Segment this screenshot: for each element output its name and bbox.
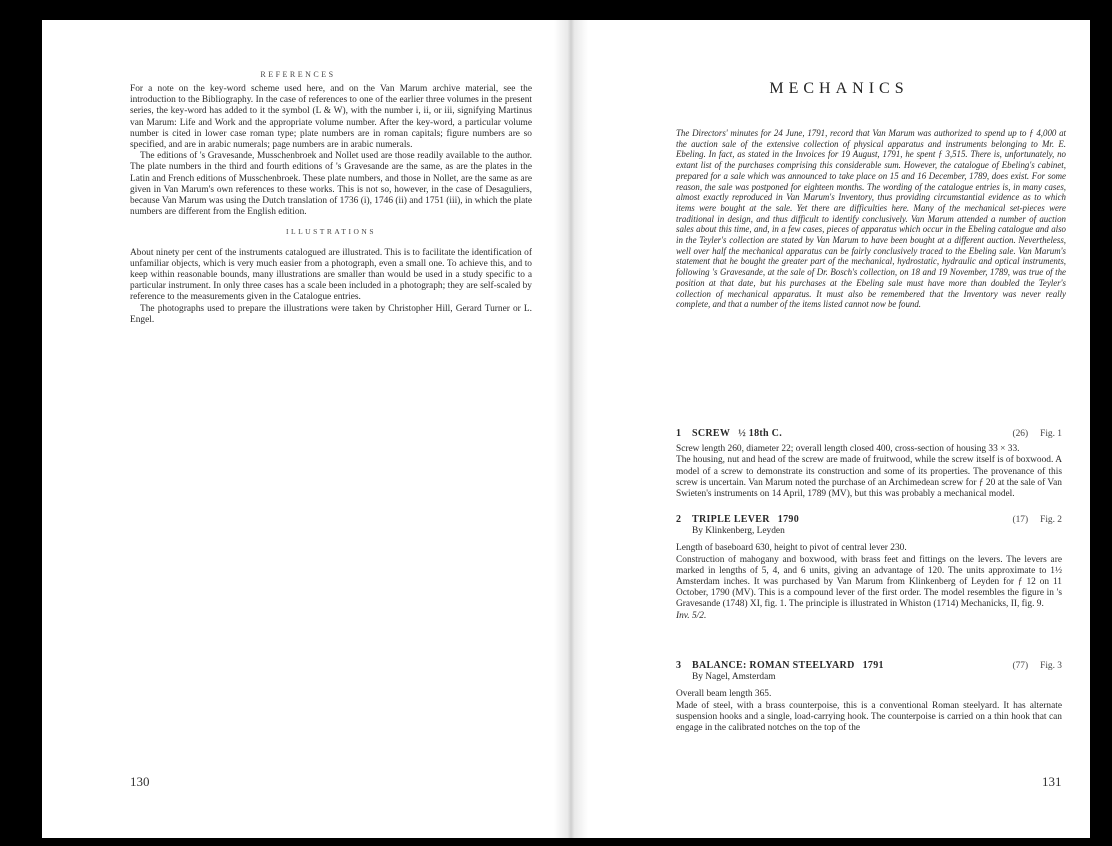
right-page [588, 20, 1090, 838]
entry-heading [676, 660, 1062, 672]
entry-reference [1012, 429, 1062, 440]
inventory-number: (77) [1012, 661, 1029, 671]
entry-heading [676, 514, 1062, 526]
page-number: 131 [1042, 774, 1062, 789]
running-head: REFERENCES [260, 70, 336, 79]
entry-date: ½ 18th C. [738, 428, 783, 439]
entry-body [676, 444, 1062, 500]
figure-ref: Fig. 1 [1040, 429, 1062, 439]
illustrations-paragraph-2: The photographs used to prepare the illustrations were taken by Christopher Hill, Gerard Turner or L. Engel. [130, 303, 532, 325]
entry-name: SCREW [692, 428, 731, 439]
entry-date: 1790 [777, 514, 799, 525]
entry-maker: By Nagel, Amsterdam [692, 672, 776, 683]
entry-reference [1012, 661, 1062, 672]
entry-inventory: Inv. 5/2. [676, 610, 707, 621]
left-page [42, 20, 554, 838]
page-title: MECHANICS [769, 80, 909, 97]
entry-reference [1012, 515, 1062, 526]
entry-number: 3 [676, 660, 682, 671]
entry-number: 2 [676, 514, 682, 525]
entry-description: Made of steel, with a brass counterpoise, this is a conventional Roman steelyard. It has alternate suspension hooks and a single, load-carrying hook. The counterpoise is carried on a thin hook that can engage in the calibrated notches on the top of the [676, 700, 1062, 734]
references-paragraph-1: For a note on the key-word scheme used here, and on the Van Marum archive material, see the introduction to the Bibliography. In the case of references to one of the earlier three volumes in the present series, the key-word has added to it the symbol (L & W), with the number i, ii, or iii, signifying Martinus van Marum: Life and Work and the appropriate volume number. After the key-word, a particular volume number is cited in lower case roman type; plate numbers are in roman capitals; figure numbers are so specified, and are in arabic numerals; page numbers are in arabic numerals. [130, 84, 532, 151]
references-paragraph-2: The editions of 's Gravesande, Musschenbroek and Nollet used are those readily available to the author. The plate numbers in the third and fourth editions of 's Gravesande are the same, as are the plates in the Latin and French editions of Musschenbroek. These plate numbers, and those in Nollet, are the same as are given in Van Marum's own references to these works. This is not so, however, in the case of Desaguliers, because Van Marum was using the Dutch translation of 1736 (i), 1746 (ii) and 1751 (iii), in which the plate numbers are different from the English edition. [130, 151, 532, 218]
page-number: 130 [130, 774, 150, 789]
catalogue-entry [676, 660, 1062, 734]
catalogue-entry [676, 428, 1062, 500]
entry-number: 1 [676, 428, 682, 439]
entry-heading [676, 428, 1062, 440]
entry-title [676, 428, 782, 439]
figure-ref: Fig. 2 [1040, 515, 1062, 525]
illustrations-heading: ILLUSTRATIONS [286, 227, 376, 237]
inventory-number: (17) [1012, 515, 1029, 525]
entry-body [676, 543, 1062, 621]
book-spread [42, 20, 1090, 838]
figure-ref: Fig. 3 [1040, 661, 1062, 671]
entry-title [676, 660, 884, 671]
entry-dimensions: Overall beam length 365. [676, 689, 772, 700]
entry-dimensions: Screw length 260, diameter 22; overall length closed 400, cross-section of housing 33 × 33. [676, 444, 1020, 455]
entry-description: The housing, nut and head of the screw are made of fruitwood, while the screw itself is of boxwood. A model of a screw to demonstrate its construction and some of its properties. The provenance of this screw is uncertain. Van Marum noted the purchase of an Archimedean screw for ƒ 20 at the sale of Van Swieten's instruments on 14 April, 1789 (MV), but this was probably a mechanical model. [676, 455, 1062, 500]
entry-name: BALANCE: ROMAN STEELYARD [692, 660, 855, 671]
gutter [554, 20, 588, 838]
intro-paragraph: The Directors' minutes for 24 June, 1791, record that Van Marum was authorized to spend up to ƒ 4,000 at the auction sale of the extensive collection of physical apparatus and instruments belonging to Mr. E. Ebeling. In fact, as stated in the Invoices for 19 August, 1791, he spent ƒ 3,515. There is, unfortunately, no extant list of the purchases comprising this considerable sum. However, the catalogue of Ebeling's cabinet, prepared for a sale which was announced to take place on 15 and 16 December, 1789, does exist. For some reason, the sale was postponed for eighteen months. The wording of the catalogue entries is, in many cases, almost exactly reproduced in Van Marum's Inventory, thus providing circumstantial evidence as to which items were bought at the sale. Yet there are difficulties here. Many of the mechanical set-pieces were traditional in design, and thus difficult to identify conclusively. Van Marum attended a number of auction sales about this time, and, in a few cases, pieces of apparatus which occur in the Ebeling catalogue and also in the Teyler's collection are stated by Van Marum to have been bought at a different auction. Nevertheless, well over half the mechanical apparatus can be fairly conclusively traced to the Ebeling sale. Van Marum's statement that he bought the greater part of the mechanical, hydrostatic, hydraulic and optical instruments, following 's Gravesande, at the sale of Dr. Bosch's collection, on 18 and 19 November, 1789, was true of the position at that date, but his purchases at the Ebeling sale must have more than doubled the Teyler's collection of mechanical apparatus. It must also be remembered that the Inventory was never really complete, and that a number of the items listed cannot now be found. [676, 128, 1066, 310]
entry-date: 1791 [862, 660, 884, 671]
references-text [130, 84, 532, 326]
entry-title [676, 514, 799, 525]
illustrations-paragraph-1: About ninety per cent of the instruments catalogued are illustrated. This is to facilitate the identification of unfamiliar objects, which is very much easier from a photograph, even a small one. To achieve this, and to keep within reasonable bounds, many illustrations are smaller than would be used in a study specific to a particular instrument. In only three cases has a scale been included in a photograph; they are self-scaled by reference to the measurements given in the Catalogue entries. [130, 247, 532, 303]
inventory-number: (26) [1012, 429, 1029, 439]
entry-body [676, 689, 1062, 734]
catalogue-entry [676, 514, 1062, 622]
entry-description: Construction of mahogany and boxwood, with brass feet and fittings on the levers. The levers are marked in lengths of 5, 4, and 6 units, giving an advantage of 120. The units approximate to 1½ Amsterdam inches. It was purchased by Van Marum from Klinkenberg of Leyden for ƒ 12 on 11 October, 1790 (MV). This is a compound lever of the first order. The model resembles the figure in 's Gravesande (1748) XI, fig. 1. The principle is illustrated in Whiston (1714) Mechanicks, II, fig. 9. [676, 554, 1062, 610]
entry-name: TRIPLE LEVER [692, 514, 770, 525]
entry-maker: By Klinkenberg, Leyden [692, 526, 785, 537]
entry-dimensions: Length of baseboard 630, height to pivot of central lever 230. [676, 543, 907, 554]
